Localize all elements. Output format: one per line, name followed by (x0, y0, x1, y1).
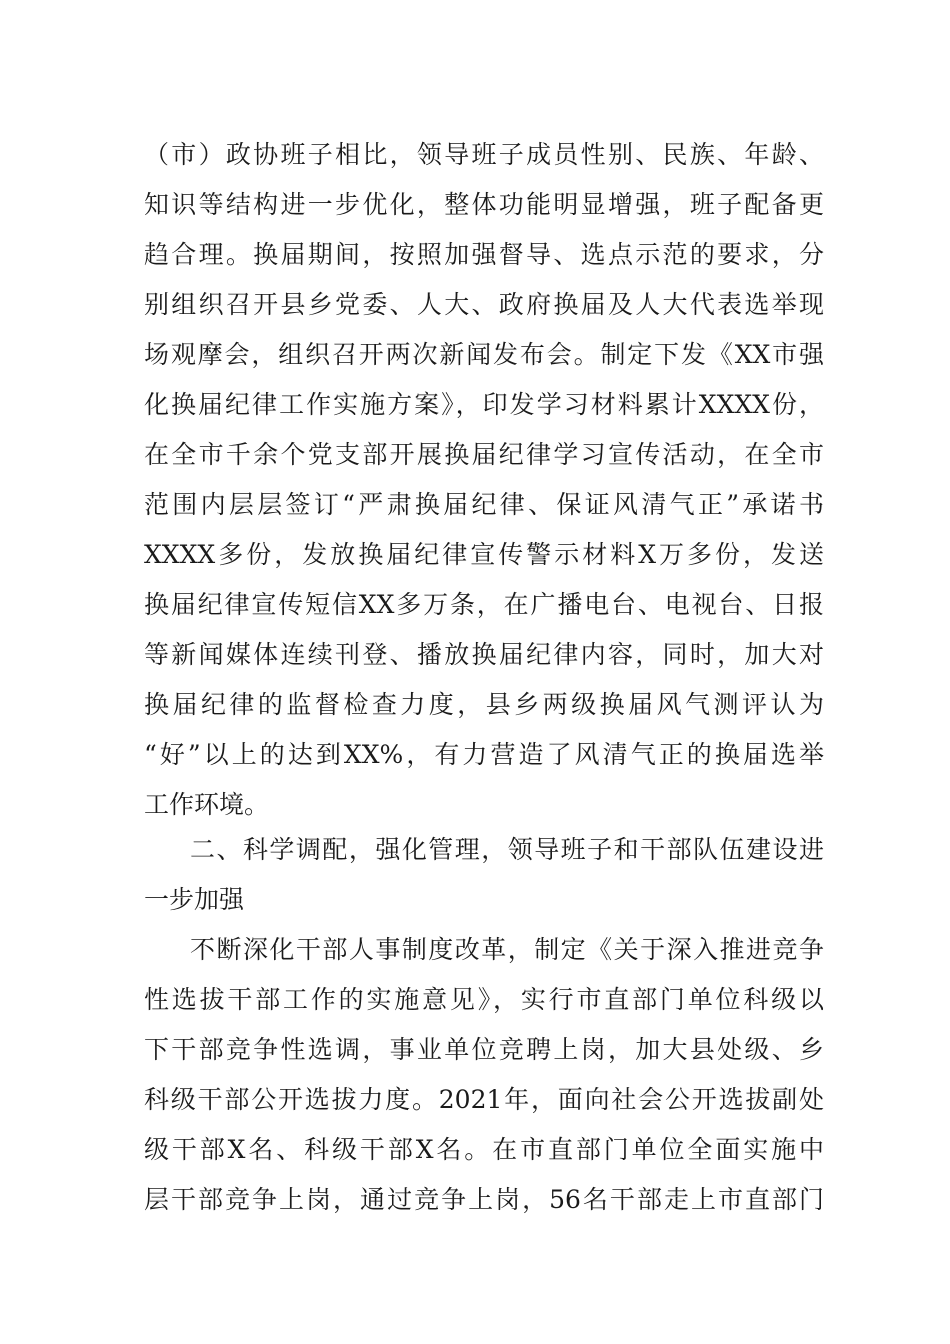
text-line-2: 知识等结构进一步优化，整体功能明显增强，班子配备更 (144, 190, 824, 219)
text-line-18: 性选拔干部工作的实施意见》，实行市直部门单位科级以 (144, 985, 824, 1014)
text-line-21: 级干部X名、科级干部X名。在市直部门单位全面实施中 (144, 1135, 824, 1164)
text-line-9: XXXX多份，发放换届纪律宣传警示材料X万多份，发送 (144, 540, 824, 569)
text-line-1: （市）政协班子相比，领导班子成员性别、民族、年龄、 (144, 140, 824, 169)
text-line-22: 层干部竞争上岗，通过竞争上岗，56名干部走上市直部门 (144, 1185, 824, 1214)
text-line-5: 场观摩会，组织召开两次新闻发布会。制定下发《XX市强 (144, 340, 824, 369)
text-line-11: 等新闻媒体连续刊登、播放换届纪律内容，同时，加大对 (144, 640, 824, 669)
text-line-6: 化换届纪律工作实施方案》，印发学习材料累计XXXX份， (144, 390, 824, 419)
text-line-14: 工作环境。 (144, 790, 270, 819)
text-line-3: 趋合理。换届期间，按照加强督导、选点示范的要求，分 (144, 240, 824, 269)
text-line-7: 在全市千余个党支部开展换届纪律学习宣传活动，在全市 (144, 440, 824, 469)
text-line-10: 换届纪律宣传短信XX多万条，在广播电台、电视台、日报 (144, 590, 824, 619)
section-heading-line-2: 一步加强 (144, 885, 245, 914)
text-line-20: 科级干部公开选拔力度。2021年，面向社会公开选拔副处 (144, 1085, 824, 1114)
section-heading-line-1: 二、科学调配，强化管理，领导班子和干部队伍建设进 (190, 835, 824, 864)
text-line-19: 下干部竞争性选调，事业单位竞聘上岗，加大县处级、乡 (144, 1035, 824, 1064)
text-line-12: 换届纪律的监督检查力度，县乡两级换届风气测评认为 (144, 690, 824, 719)
text-line-13: “好”以上的达到XX%，有力营造了风清气正的换届选举 (144, 740, 824, 769)
text-line-17: 不断深化干部人事制度改革，制定《关于深入推进竞争 (190, 935, 824, 964)
text-line-8: 范围内层层签订“严肃换届纪律、保证风清气正”承诺书 (144, 490, 824, 519)
text-line-4: 别组织召开县乡党委、人大、政府换届及人大代表选举现 (144, 290, 824, 319)
